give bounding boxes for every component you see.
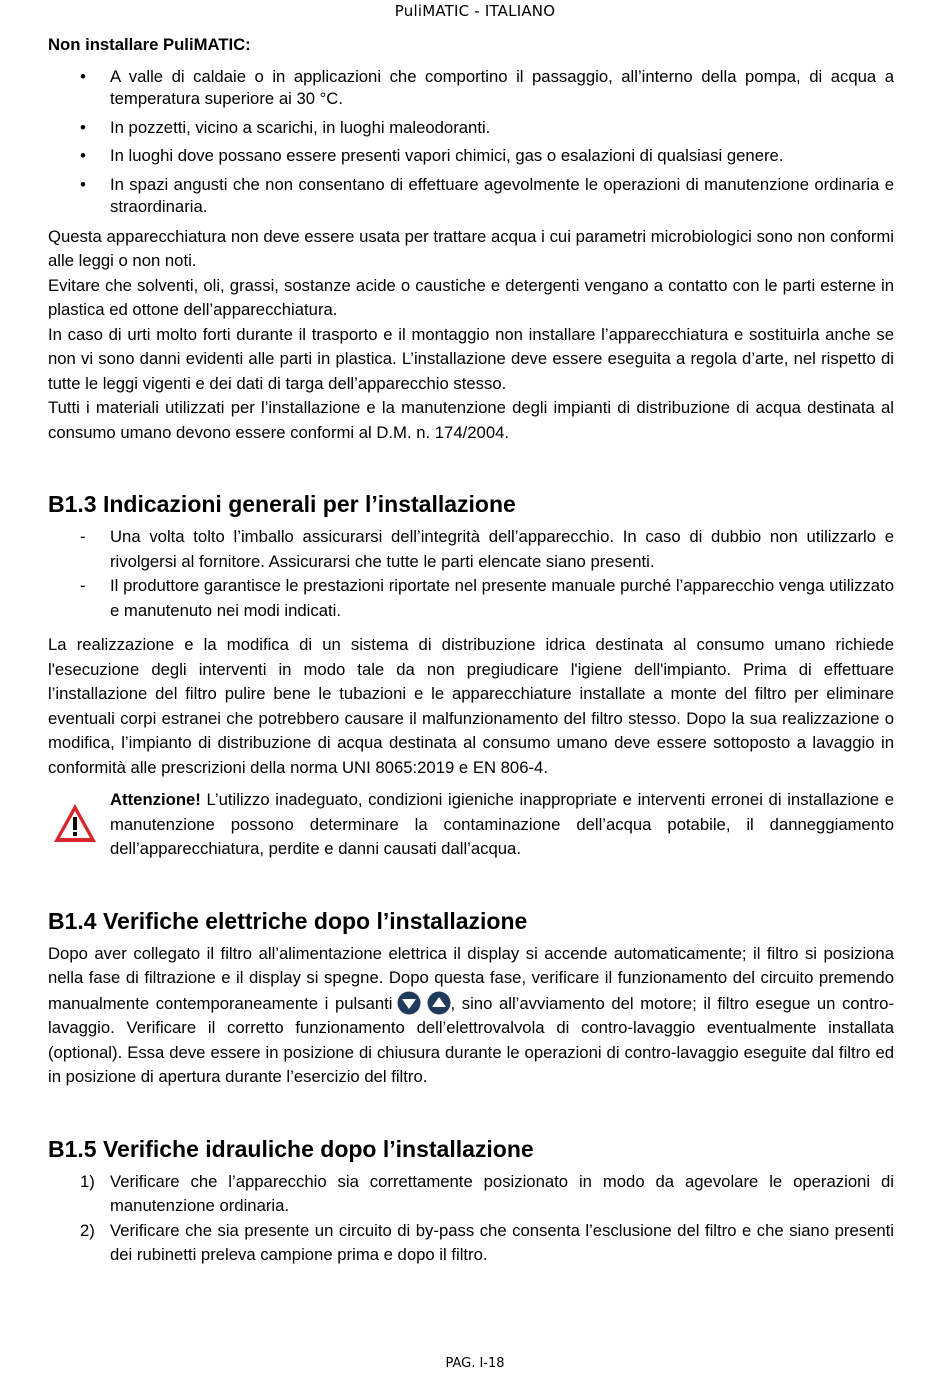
arrow-up-button-icon <box>427 991 451 1015</box>
paragraph: Questa apparecchiatura non deve essere usata per trattare acqua i cui parametri microbiologici sono non conformi alle leggi o non noti. <box>48 226 894 270</box>
paragraph: Evitare che solventi, oli, grassi, sostanze acide o caustiche e detergenti vengano a contatto con le parti esterne in plastica ed ottone dell’apparecchiatura. <box>48 275 894 319</box>
page-content <box>48 33 894 1268</box>
page-number: PAG. I-18 <box>445 1356 505 1371</box>
list-number: 1) <box>80 1171 95 1191</box>
list-item: - Il produttore garantisce le prestazioni riportate nel presente manuale purché l’apparecchio venga utilizzato e manutenuto nei modi indicati. <box>80 576 894 620</box>
dash-marker: - <box>80 527 86 546</box>
bullet-icon: • <box>80 146 86 165</box>
paragraph: In caso di urti molto forti durante il trasporto e il montaggio non installare l’apparecchiatura e sostituirla anche se non vi sono danni evidenti alle parti in plastica. L’installazione deve essere eseguita a regola d’arte, nel rispetto di tutte le leggi vigenti e dei dati di targa dell’apparecchio stesso. <box>48 324 894 393</box>
control-buttons <box>397 991 451 1015</box>
list-item: • In pozzetti, vicino a scarichi, in luoghi maleodoranti. <box>48 117 894 140</box>
list-number: 2) <box>80 1220 95 1240</box>
bullet-icon: • <box>80 174 86 194</box>
list-item: • A valle di caldaie o in applicazioni che comportino il passaggio, all’interno della pompa, di acqua a temperatura superiore ai 30 °C. <box>80 66 894 108</box>
list-item: - Una volta tolto l’imballo assicurarsi dell’integrità dell’apparecchio. In caso di dubbio non utilizzarlo e rivolgersi al fornitore. Assicurarsi che tutte le parti elencate siano presenti. <box>80 527 894 571</box>
b13-dash-list <box>48 525 894 623</box>
warning-triangle-icon <box>52 802 98 844</box>
section-title-b15: B1.5 Verifiche idrauliche dopo l’installazione <box>48 1135 534 1162</box>
dash-marker: - <box>80 576 86 595</box>
paragraph: La realizzazione e la modifica di un sistema di distribuzione idrica destinata al consumo umano richiede l'esecuzione degli interventi in modo tale da non pregiudicare l'igiene dell'impianto. Prima di effettuare l’installazione del filtro pulire bene le tubazioni e le apparecchiature installate a monte del filtro per eliminare eventuali corpi estranei che potrebbero causare il malfunzionamento del filtro stesso. Dopo la sua realizzazione o modifica, l’impianto di distribuzione di acqua destinata al consumo umano deve essere sottoposto a lavaggio in conformità alle prescrizioni della norma UNI 8065:2019 e EN 806-4. <box>48 635 894 777</box>
list-item: • In luoghi dove possano essere presenti vapori chimici, gas o esalazioni di qualsiasi genere. <box>48 145 894 168</box>
bullet-icon: • <box>80 66 86 86</box>
bullet-icon: • <box>80 117 86 137</box>
warning-label: Attenzione! <box>110 790 201 809</box>
intro-bullet-list <box>48 66 894 219</box>
warning-notice <box>48 788 894 862</box>
paragraph: Tutti i materiali utilizzati per l’installazione e la manutenzione degli impianti di distribuzione di acqua destinata al consumo umano devono essere conformi al D.M. n. 174/2004. <box>48 398 894 442</box>
arrow-down-button-icon <box>397 991 421 1015</box>
intro-heading: Non installare PuliMATIC: <box>48 35 251 54</box>
section-title-b13: B1.3 Indicazioni generali per l’installazione <box>48 491 516 517</box>
warning-text: L’utilizzo inadeguato, condizioni igieniche inappropriate e interventi erronei di installazione e manutenzione possono determinare la contaminazione dell’acqua potabile, il danneggiamento dell’apparecchiatura, perdite e danni causati dall’acqua. <box>110 790 894 858</box>
paragraph: Dopo aver collegato il filtro all’alimentazione elettrica il display si accende automaticamente; il filtro si posiziona nella fase di filtrazione e il display si spegne. Dopo questa fase, verificare il funzionamento del circuito premendo manualmente contemporaneamente i pulsanti , sino all’avviamento del motore; il filtro esegue un contro-lavaggio. Verificare il corretto funzionamento dell’elettrovalvola di contro-lavaggio eventualmente installata (optional). Essa deve essere in posizione di chiusura durante le operazioni di contro-lavaggio eseguite dal filtro ed in posizione di apertura durante l’esercizio del filtro. <box>48 943 895 1086</box>
page-header: PuliMATIC - ITALIANO <box>394 2 556 20</box>
list-item: 1) Verificare che l’apparecchio sia correttamente posizionato in modo da agevolare le operazioni di manutenzione ordinaria. <box>80 1171 894 1215</box>
list-item: 2) Verificare che sia presente un circuito di by-pass che consenta l’esclusione del filtro e che siano presenti dei rubinetti preleva campione prima e dopo il filtro. <box>80 1220 894 1264</box>
list-item: • In spazi angusti che non consentano di effettuare agevolmente le operazioni di manutenzione ordinaria e straordinaria. <box>80 174 894 216</box>
section-title-b14: B1.4 Verifiche elettriche dopo l’installazione <box>48 907 528 934</box>
b15-numbered-list <box>48 1170 894 1268</box>
